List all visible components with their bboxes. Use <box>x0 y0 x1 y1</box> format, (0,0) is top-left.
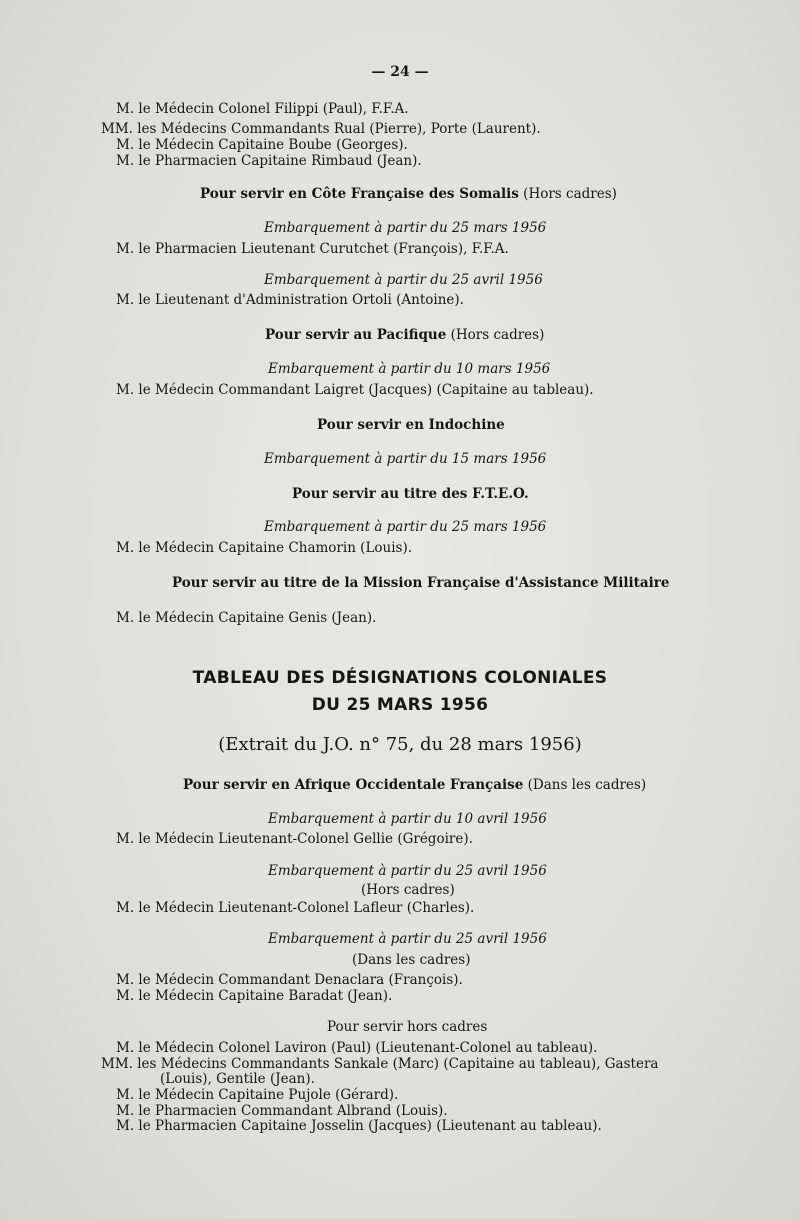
text-line: (Louis), Gentile (Jean). <box>160 1071 315 1087</box>
heading-text: Pour servir au Pacifique <box>265 327 447 343</box>
sub-heading: (Hors cadres) <box>361 882 455 898</box>
heading-suffix: (Dans les cadres) <box>527 777 647 793</box>
sub-heading: Pour servir hors cadres <box>327 1019 488 1035</box>
sub-heading: (Dans les cadres) <box>352 952 471 968</box>
text-line: M. le Pharmacien Commandant Albrand (Louis). <box>116 1103 448 1119</box>
embarkation-date: Embarquement à partir du 25 mars 1956 <box>264 220 547 236</box>
embarkation-date: Embarquement à partir du 25 avril 1956 <box>268 863 547 879</box>
text-line: M. le Médecin Colonel Laviron (Paul) (Lieutenant-Colonel au tableau). <box>116 1040 598 1056</box>
embarkation-date: Embarquement à partir du 25 avril 1956 <box>268 931 547 947</box>
page-title-date: DU 25 MARS 1956 <box>311 695 489 715</box>
text-line: M. le Médecin Commandant Denaclara (François). <box>116 972 463 988</box>
embarkation-date: Embarquement à partir du 10 avril 1956 <box>268 811 547 827</box>
embarkation-date: Embarquement à partir du 25 mars 1956 <box>264 519 547 535</box>
embarkation-date: Embarquement à partir du 25 avril 1956 <box>264 272 543 288</box>
heading-suffix: (Hors cadres) <box>450 327 545 343</box>
text-line: M. le Médecin Capitaine Genis (Jean). <box>116 610 377 626</box>
heading-suffix: (Hors cadres) <box>523 186 617 202</box>
embarkation-date: Embarquement à partir du 10 mars 1956 <box>268 361 551 377</box>
text-line: M. le Pharmacien Capitaine Rimbaud (Jean). <box>116 153 422 169</box>
text-line: M. le Médecin Capitaine Baradat (Jean). <box>116 988 393 1004</box>
text-line: M. le Médecin Capitaine Chamorin (Louis). <box>116 540 413 556</box>
section-heading <box>265 327 544 343</box>
section-heading: Pour servir en Indochine <box>317 417 505 433</box>
text-line: M. le Médecin Colonel Filippi (Paul), F.F.A. <box>116 101 409 117</box>
text-line: MM. les Médecins Commandants Rual (Pierre), Porte (Laurent). <box>101 121 541 137</box>
page-number: — 24 — <box>371 64 429 80</box>
text-line: M. le Pharmacien Capitaine Josselin (Jacques) (Lieutenant au tableau). <box>116 1118 602 1134</box>
page-title: TABLEAU DES DÉSIGNATIONS COLONIALES <box>192 668 608 688</box>
text-line: M. le Médecin Lieutenant-Colonel Gellie (Grégoire). <box>116 831 473 847</box>
section-heading <box>200 186 617 202</box>
text-line: M. le Lieutenant d'Administration Ortoli (Antoine). <box>116 292 464 308</box>
subtitle: (Extrait du J.O. n° 75, du 28 mars 1956) <box>218 734 582 755</box>
heading-text: Pour servir en Afrique Occidentale Française <box>183 777 524 793</box>
section-heading <box>183 777 646 793</box>
section-heading: Pour servir au titre des F.T.E.O. <box>292 486 529 502</box>
text-line: M. le Médecin Capitaine Boube (Georges). <box>116 137 408 153</box>
text-line: M. le Pharmacien Lieutenant Curutchet (François), F.F.A. <box>116 241 509 257</box>
text-line: MM. les Médecins Commandants Sankale (Marc) (Capitaine au tableau), Gastera <box>101 1056 659 1072</box>
section-heading: Pour servir au titre de la Mission Française d'Assistance Militaire <box>172 575 670 591</box>
text-line: M. le Médecin Commandant Laigret (Jacques) (Capitaine au tableau). <box>116 382 594 398</box>
embarkation-date: Embarquement à partir du 15 mars 1956 <box>264 451 547 467</box>
text-line: M. le Médecin Capitaine Pujole (Gérard). <box>116 1087 399 1103</box>
text-line: M. le Médecin Lieutenant-Colonel Lafleur (Charles). <box>116 900 475 916</box>
heading-text: Pour servir en Côte Française des Somalis <box>200 186 519 202</box>
